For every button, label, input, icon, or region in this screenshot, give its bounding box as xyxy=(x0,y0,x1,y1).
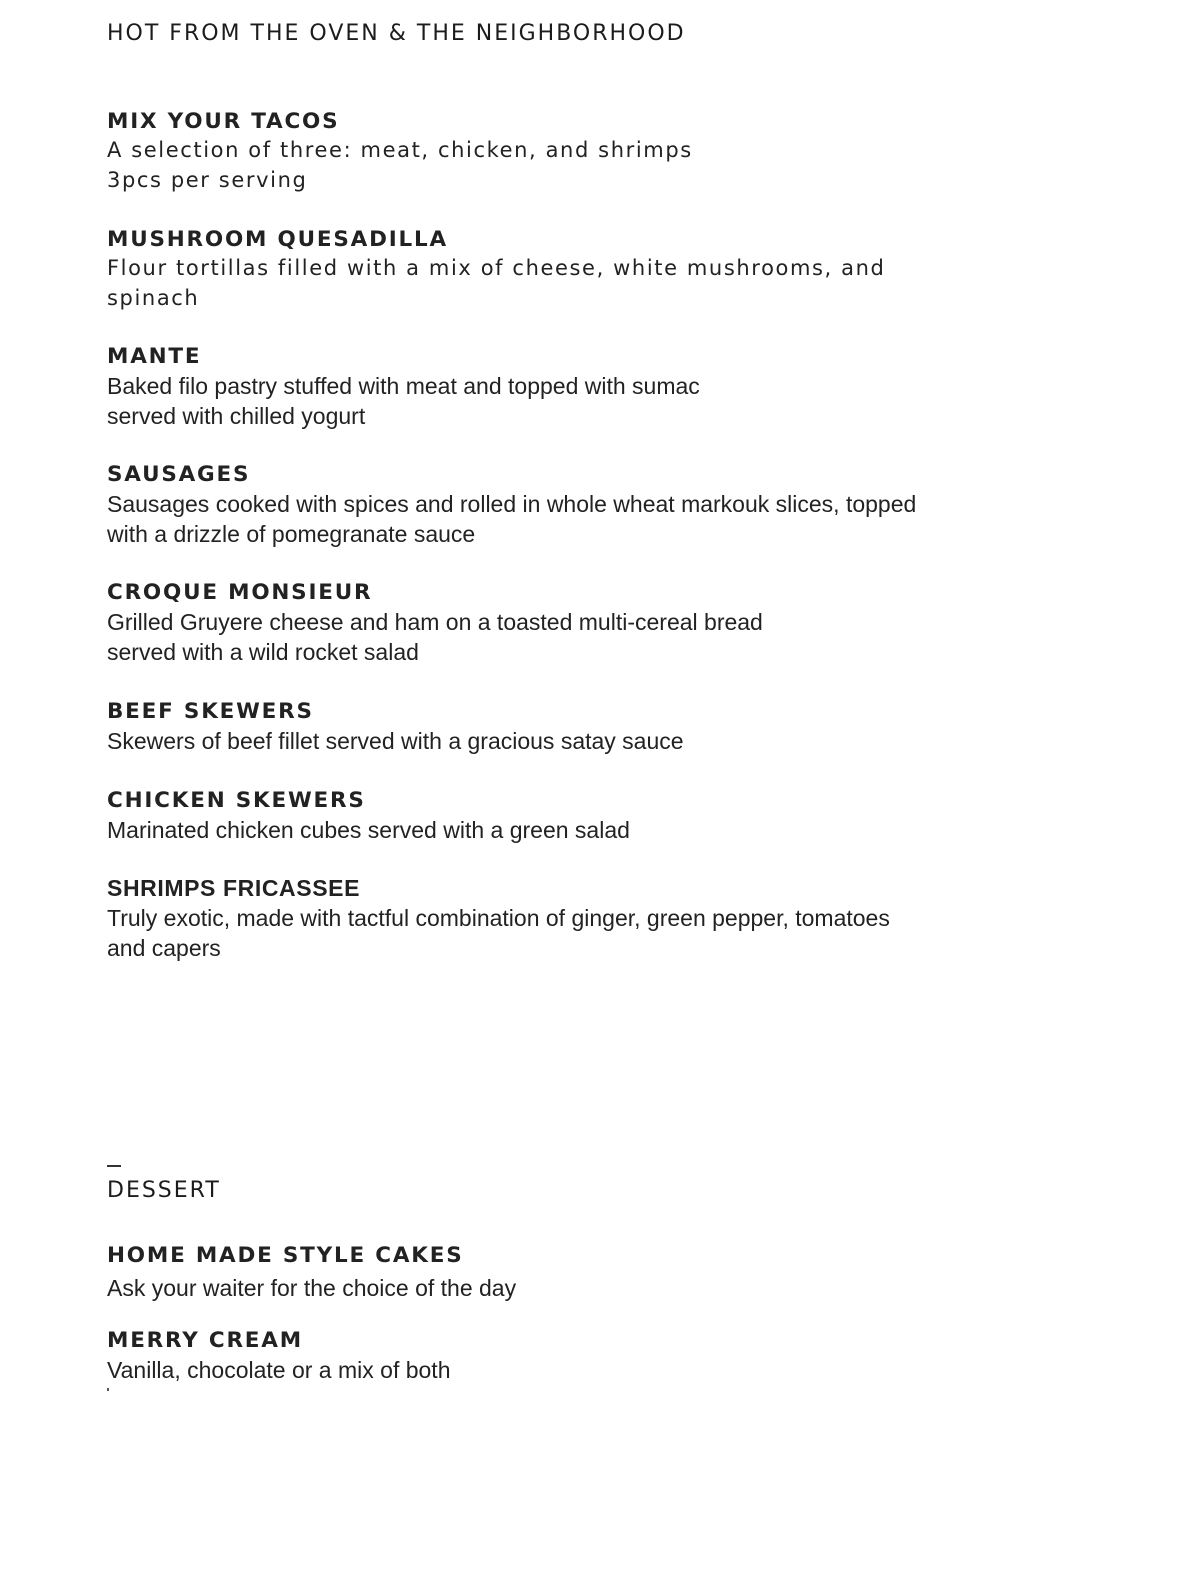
section-heading-dessert xyxy=(107,1176,1107,1206)
item-description: Grilled Gruyere cheese and ham on a toasted multi-cereal bread served with a wild rocket salad xyxy=(107,609,763,665)
item-name: BEEF SKEWERS xyxy=(107,699,314,724)
item-name: CROQUE MONSIEUR xyxy=(107,580,373,605)
menu-item xyxy=(107,342,1107,431)
item-description: Sausages cooked with spices and rolled in whole wheat markouk slices, topped with a drizzle of pomegranate sauce xyxy=(107,491,917,547)
menu-item xyxy=(107,697,1107,756)
item-description: Baked filo pastry stuffed with meat and topped with sumac served with chilled yogurt xyxy=(107,373,700,429)
item-description: Flour tortillas filled with a mix of cheese, white mushrooms, and spinach xyxy=(107,256,886,310)
item-name: HOME MADE STYLE CAKES xyxy=(107,1243,464,1268)
menu-item xyxy=(107,460,1107,549)
menu-page xyxy=(107,0,1107,1572)
menu-item xyxy=(107,225,1107,313)
item-name: MIX YOUR TACOS xyxy=(107,109,340,134)
item-description: Skewers of beef fillet served with a gracious satay sauce xyxy=(107,728,684,754)
menu-item xyxy=(107,1241,1107,1303)
menu-item xyxy=(107,578,1107,667)
item-name: CHICKEN SKEWERS xyxy=(107,788,366,813)
item-name: MERRY CREAM xyxy=(107,1328,303,1353)
item-description: Ask your waiter for the choice of the day xyxy=(107,1275,517,1301)
section-title: HOT FROM THE OVEN & THE NEIGHBORHOOD xyxy=(107,21,686,46)
menu-item xyxy=(107,107,1107,195)
stray-mark xyxy=(107,1388,109,1391)
menu-item xyxy=(107,1326,1107,1385)
section-heading-main xyxy=(107,19,1107,49)
item-description: Marinated chicken cubes served with a green salad xyxy=(107,817,630,843)
item-name: SAUSAGES xyxy=(107,462,251,487)
item-description: Vanilla, chocolate or a mix of both xyxy=(107,1357,451,1383)
menu-item xyxy=(107,874,1107,963)
item-name: MUSHROOM QUESADILLA xyxy=(107,227,448,252)
section-title: DESSERT xyxy=(107,1178,221,1203)
menu-item xyxy=(107,786,1107,845)
item-description: Truly exotic, made with tactful combination of ginger, green pepper, tomatoes and capers xyxy=(107,905,890,961)
item-name: MANTE xyxy=(107,344,202,369)
item-name: SHRIMPS FRICASSEE xyxy=(107,875,361,901)
item-description: A selection of three: meat, chicken, and shrimps 3pcs per serving xyxy=(107,138,693,192)
divider-mark xyxy=(107,1165,121,1167)
